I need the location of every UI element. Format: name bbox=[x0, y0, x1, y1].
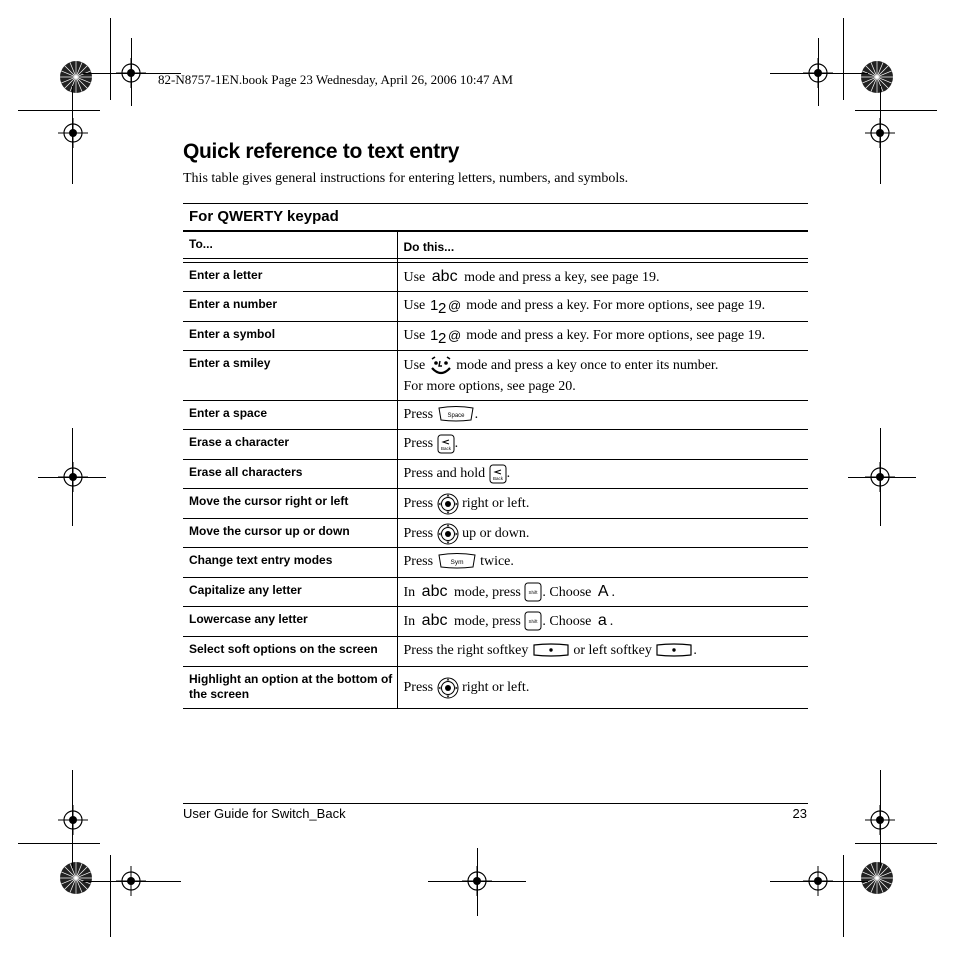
row-task: Select soft options on the screen bbox=[183, 636, 397, 666]
navigation-key-icon bbox=[437, 523, 459, 545]
instruction-text: . Choose bbox=[542, 613, 592, 629]
color-bar-sunburst-icon bbox=[860, 60, 894, 94]
instruction-text: Press and hold bbox=[403, 465, 486, 481]
table-row bbox=[183, 321, 808, 350]
back-key-icon bbox=[489, 464, 507, 484]
svg-text:@: @ bbox=[447, 328, 461, 344]
svg-text:Space: Space bbox=[447, 413, 465, 420]
left-softkey-icon bbox=[655, 643, 693, 657]
row-task: Move the cursor up or down bbox=[183, 518, 397, 547]
instruction-text: In bbox=[403, 584, 416, 600]
table-row bbox=[183, 400, 808, 429]
row-task: Change text entry modes bbox=[183, 547, 397, 577]
row-task: Move the cursor right or left bbox=[183, 488, 397, 518]
svg-text:1: 1 bbox=[429, 297, 439, 315]
table-row bbox=[183, 262, 808, 291]
footer-rule bbox=[183, 803, 808, 804]
crop-mark bbox=[770, 73, 868, 74]
instruction-text: mode and press a key. For more options, see page 19. bbox=[466, 327, 766, 343]
row-instruction bbox=[397, 321, 808, 350]
crop-mark bbox=[843, 855, 844, 937]
crop-mark bbox=[72, 86, 73, 184]
instruction-text: . bbox=[693, 642, 697, 658]
reference-table bbox=[183, 203, 808, 709]
space-key-icon bbox=[437, 406, 475, 422]
row-task: Highlight an option at the bottom of the screen bbox=[183, 666, 397, 708]
instruction-text: Press bbox=[403, 435, 434, 451]
intro-paragraph: This table gives general instructions for entering letters, numbers, and symbols. bbox=[183, 171, 629, 186]
registration-mark-icon bbox=[58, 805, 88, 835]
row-instruction bbox=[397, 350, 808, 400]
navigation-key-icon bbox=[437, 493, 459, 515]
instruction-text: . Choose bbox=[542, 584, 592, 600]
table-row bbox=[183, 429, 808, 459]
table-row bbox=[183, 606, 808, 636]
instruction-text: Use bbox=[403, 269, 426, 285]
row-instruction bbox=[397, 666, 808, 708]
table-row bbox=[183, 488, 808, 518]
crop-mark bbox=[818, 38, 819, 106]
svg-text:Shift: Shift bbox=[528, 619, 538, 625]
table-row bbox=[183, 636, 808, 666]
crop-mark bbox=[880, 770, 881, 868]
registration-mark-icon bbox=[58, 118, 88, 148]
row-task: Capitalize any letter bbox=[183, 577, 397, 606]
instruction-text: or left softkey bbox=[573, 642, 652, 658]
instruction-text: mode and press a key, see page 19. bbox=[464, 269, 660, 285]
instruction-text: mode and press a key once to enter its number. bbox=[456, 357, 719, 373]
table-row bbox=[183, 666, 808, 708]
instruction-text: Press bbox=[403, 406, 434, 422]
svg-text:@: @ bbox=[447, 298, 461, 314]
table-row bbox=[183, 518, 808, 547]
instruction-text: . bbox=[506, 465, 511, 481]
row-instruction bbox=[397, 488, 808, 518]
crop-mark bbox=[843, 18, 844, 100]
instruction-text: Press the right softkey bbox=[403, 642, 529, 658]
crop-mark bbox=[477, 848, 478, 916]
instruction-text: For more options, see page 20. bbox=[403, 378, 576, 394]
crop-mark bbox=[770, 881, 868, 882]
instruction-text: . bbox=[611, 584, 616, 600]
row-instruction bbox=[397, 459, 808, 488]
row-instruction bbox=[397, 606, 808, 636]
table-header-row bbox=[183, 232, 808, 258]
row-instruction bbox=[397, 429, 808, 459]
instruction-text: Press bbox=[403, 525, 434, 541]
row-task: Enter a number bbox=[183, 291, 397, 321]
crop-mark bbox=[848, 477, 916, 478]
row-instruction bbox=[397, 547, 808, 577]
number-mode-icon bbox=[429, 296, 463, 314]
abc-mode-icon: abc bbox=[421, 611, 448, 629]
back-key-icon bbox=[437, 434, 455, 454]
row-task: Enter a space bbox=[183, 400, 397, 429]
uppercase-a-glyph: A bbox=[597, 582, 609, 600]
instruction-text: Press bbox=[403, 553, 434, 569]
instruction-text: Use bbox=[403, 297, 426, 313]
instruction-text: right or left. bbox=[462, 679, 530, 695]
abc-mode-icon: abc bbox=[431, 267, 458, 285]
instruction-text: right or left. bbox=[462, 495, 530, 511]
row-task: Lowercase any letter bbox=[183, 606, 397, 636]
svg-text:1: 1 bbox=[429, 327, 439, 345]
crop-mark bbox=[38, 477, 106, 478]
instruction-table bbox=[183, 232, 808, 709]
crop-mark bbox=[18, 110, 100, 111]
instruction-text: . bbox=[454, 435, 459, 451]
shift-key-icon bbox=[524, 611, 542, 631]
sym-key-icon bbox=[437, 553, 477, 569]
row-task: Enter a letter bbox=[183, 262, 397, 291]
instruction-text: twice. bbox=[480, 553, 514, 569]
table-row bbox=[183, 459, 808, 488]
row-task: Erase a character bbox=[183, 429, 397, 459]
right-softkey-icon bbox=[532, 643, 570, 657]
svg-text:Sym: Sym bbox=[450, 559, 464, 567]
lowercase-a-glyph: a bbox=[597, 611, 607, 629]
footer-guide-title: User Guide for Switch_Back bbox=[183, 806, 346, 821]
crop-mark bbox=[855, 110, 937, 111]
instruction-text: Press bbox=[403, 495, 434, 511]
svg-text:Back: Back bbox=[440, 445, 451, 451]
crop-mark bbox=[18, 843, 100, 844]
smiley-mode-icon bbox=[429, 355, 453, 377]
instruction-text: up or down. bbox=[462, 525, 530, 541]
column-header-do: Do this... bbox=[397, 232, 808, 258]
row-task: Enter a smiley bbox=[183, 350, 397, 400]
table-row bbox=[183, 291, 808, 321]
instruction-text: Press bbox=[403, 679, 434, 695]
page-number: 23 bbox=[792, 806, 807, 821]
instruction-text: mode, press bbox=[453, 613, 521, 629]
svg-text:2: 2 bbox=[437, 330, 447, 345]
instruction-text: mode, press bbox=[453, 584, 521, 600]
instruction-text: Use bbox=[403, 327, 426, 343]
svg-text:Shift: Shift bbox=[528, 590, 538, 596]
instruction-text: mode and press a key. For more options, see page 19. bbox=[466, 297, 766, 313]
symbol-mode-icon bbox=[429, 326, 463, 344]
instruction-text: Use bbox=[403, 357, 426, 373]
crop-mark bbox=[72, 770, 73, 868]
row-instruction bbox=[397, 518, 808, 547]
crop-mark bbox=[110, 18, 111, 100]
svg-text:Back: Back bbox=[492, 475, 503, 481]
instruction-text: . bbox=[474, 406, 479, 422]
print-header-line: 82-N8757-1EN.book Page 23 Wednesday, April 26, 2006 10:47 AM bbox=[158, 72, 513, 87]
row-instruction bbox=[397, 636, 808, 666]
instruction-text: . bbox=[609, 613, 614, 629]
svg-text:2: 2 bbox=[437, 300, 447, 315]
column-header-to: To... bbox=[183, 232, 397, 258]
crop-mark bbox=[83, 881, 181, 882]
row-instruction bbox=[397, 400, 808, 429]
instruction-text: In bbox=[403, 613, 416, 629]
row-instruction bbox=[397, 577, 808, 606]
row-task: Enter a symbol bbox=[183, 321, 397, 350]
crop-mark bbox=[110, 855, 111, 937]
color-bar-sunburst-icon bbox=[860, 861, 894, 895]
shift-key-icon bbox=[524, 582, 542, 602]
row-task: Erase all characters bbox=[183, 459, 397, 488]
abc-mode-icon: abc bbox=[421, 582, 448, 600]
color-bar-sunburst-icon bbox=[59, 60, 93, 94]
section-heading: For QWERTY keypad bbox=[183, 203, 808, 232]
table-row bbox=[183, 350, 808, 400]
color-bar-sunburst-icon bbox=[59, 861, 93, 895]
row-instruction bbox=[397, 291, 808, 321]
table-row bbox=[183, 577, 808, 606]
navigation-key-icon bbox=[437, 677, 459, 699]
crop-mark bbox=[880, 86, 881, 184]
page-title: Quick reference to text entry bbox=[183, 140, 460, 163]
crop-mark bbox=[855, 843, 937, 844]
table-row bbox=[183, 547, 808, 577]
row-instruction bbox=[397, 262, 808, 291]
crop-mark bbox=[131, 38, 132, 106]
